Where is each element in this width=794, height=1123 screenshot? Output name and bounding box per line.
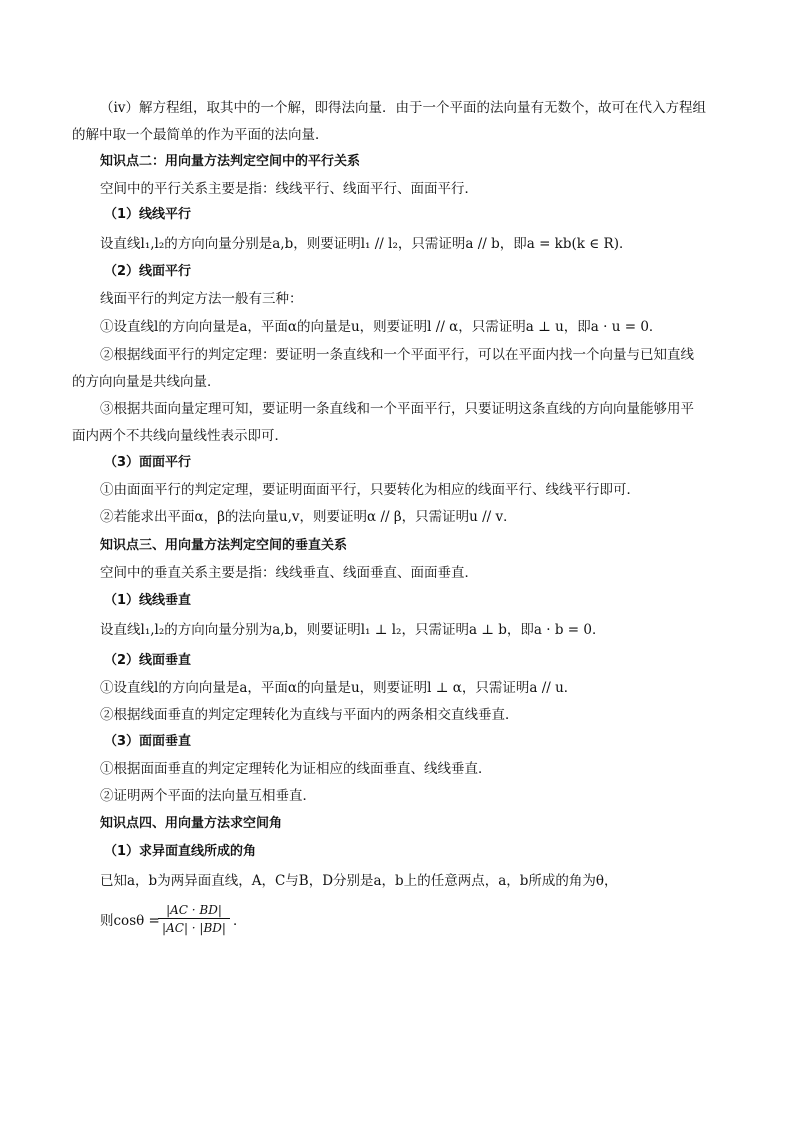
paragraph-line: ①由面面平行的判定定理，要证明面面平行，只要转化为相应的线面平行、线线平行即可． (100, 482, 640, 498)
paragraph-line: 设直线l₁,l₂的方向向量分别是a,b，则要证明l₁ // l₂，只需证明a // b，即a = kb(k ∈ R)． (100, 236, 633, 252)
section-heading: 知识点四、用向量方法求空间角 (100, 816, 283, 831)
paragraph-line: ③根据共面向量定理可知，要证明一条直线和一个平面平行，只要证明这条直线的方向向量能够用平 (100, 401, 694, 417)
paragraph-line: 已知a，b为两异面直线，A，C与B，D分别是a，b上的任意两点，a，b所成的角为θ， (100, 873, 618, 889)
subsection-heading: （3）面面平行 (104, 455, 192, 470)
subsection-heading: （2）线面垂直 (104, 653, 192, 668)
section-heading: 知识点二：用向量方法判定空间中的平行关系 (100, 154, 361, 169)
paragraph-line: 线面平行的判定方法一般有三种： (100, 291, 303, 307)
paragraph-line: （ⅳ）解方程组，取其中的一个解，即得法向量．由于一个平面的法向量有无数个，故可在代入方程组 (100, 100, 706, 116)
paragraph-line: ②根据线面平行的判定定理：要证明一条直线和一个平面平行，可以在平面内找一个向量与已知直线 (100, 347, 694, 363)
section-heading: 知识点三、用向量方法判定空间的垂直关系 (100, 538, 348, 553)
paragraph-line: 空间中的平行关系主要是指：线线平行、线面平行、面面平行． (100, 181, 478, 197)
paragraph-line: 的解中取一个最简单的作为平面的法向量． (72, 127, 329, 143)
subsection-heading: （2）线面平行 (104, 264, 192, 279)
paragraph-line: ②若能求出平面α，β的法向量u,v，则要证明α // β，只需证明u // v． (100, 509, 517, 525)
paragraph-line: ①根据面面垂直的判定定理转化为证相应的线面垂直、线线垂直． (100, 761, 492, 777)
paragraph-line: 设直线l₁,l₂的方向向量分别为a,b，则要证明l₁ ⊥ l₂，只需证明a ⊥ b，即a · b = 0． (100, 622, 606, 638)
subsection-heading: （1）线线垂直 (104, 593, 192, 608)
paragraph-line: ①设直线l的方向向量是a，平面α的向量是u，则要证明l ⊥ α，只需证明a // u． (100, 680, 578, 696)
paragraph-line: 空间中的垂直关系主要是指：线线垂直、线面垂直、面面垂直． (100, 565, 478, 581)
paragraph-line: 的方向向量是共线向量． (72, 374, 221, 390)
subsection-heading: （3）面面垂直 (104, 734, 192, 749)
paragraph-line: 面内两个不共线向量线性表示即可． (72, 428, 288, 444)
formula-fraction (158, 902, 230, 937)
formula-denominator: |AC| · |BD| (162, 921, 226, 935)
paragraph-line: ②证明两个平面的法向量互相垂直． (100, 788, 316, 804)
formula-numerator: |AC · BD| (158, 902, 230, 919)
formula-tail: ． (233, 913, 247, 929)
formula-lead: 则cosθ = (100, 913, 160, 929)
paragraph-line: ②根据线面垂直的判定定理转化为直线与平面内的两条相交直线垂直． (100, 707, 519, 723)
subsection-heading: （1）求异面直线所成的角 (104, 844, 257, 859)
subsection-heading: （1）线线平行 (104, 207, 192, 222)
paragraph-line: ①设直线l的方向向量是a，平面α的向量是u，则要证明l // α，只需证明a ⊥ u，即a · u = 0． (100, 319, 663, 335)
